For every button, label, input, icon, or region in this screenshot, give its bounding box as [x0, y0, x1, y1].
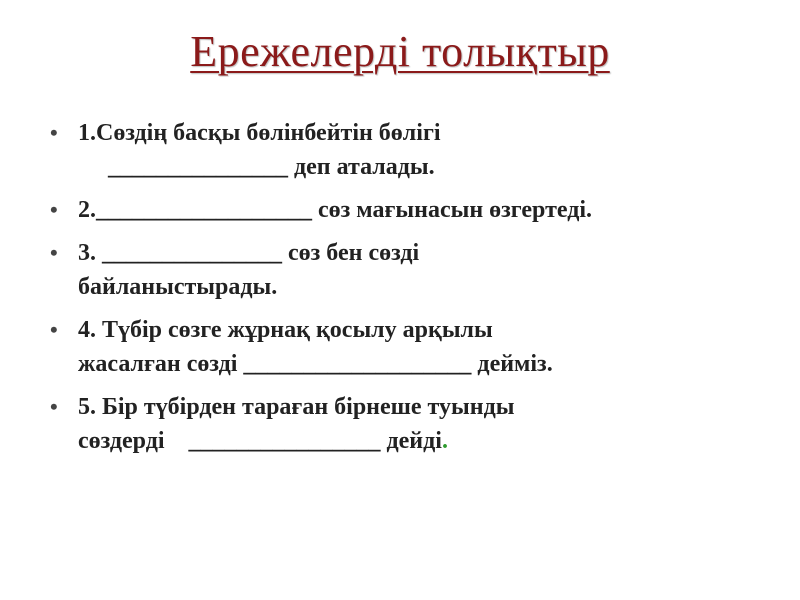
list-item-3	[50, 236, 770, 304]
list-item-1	[50, 116, 770, 184]
bullet-icon: •	[50, 394, 58, 419]
final-period: .	[441, 428, 448, 454]
item-2-text: 2.__________________ сөз мағынасын өзгертеді.	[78, 197, 593, 223]
item-4-text: 4. Түбір сөзге жұрнақ қосылу арқылы	[78, 317, 493, 343]
item-4-continuation: жасалған сөзді ___________________ дейміз.	[78, 351, 553, 377]
bullet-icon: •	[50, 197, 58, 222]
list-item-4	[50, 313, 770, 381]
bullet-icon: •	[50, 120, 58, 145]
item-3-text: 3. _______________ сөз бен сөзді	[78, 240, 420, 266]
item-1-continuation: _______________ деп аталады.	[108, 154, 435, 180]
item-3-continuation: байланыстырады.	[78, 274, 278, 300]
list-item-5	[50, 390, 770, 458]
item-5-text: 5. Бір түбірден тараған бірнеше туынды	[78, 394, 515, 420]
item-1-text: 1.Сөздің басқы бөлінбейтін бөлігі	[78, 120, 441, 146]
bullet-icon: •	[50, 317, 58, 342]
list-item-2	[50, 193, 770, 227]
item-5-continuation: сөздерді ________________ дейді	[78, 428, 442, 454]
rules-list	[50, 116, 770, 467]
bullet-icon: •	[50, 240, 58, 265]
slide-title: Ережелерді толықтыр	[190, 27, 610, 76]
